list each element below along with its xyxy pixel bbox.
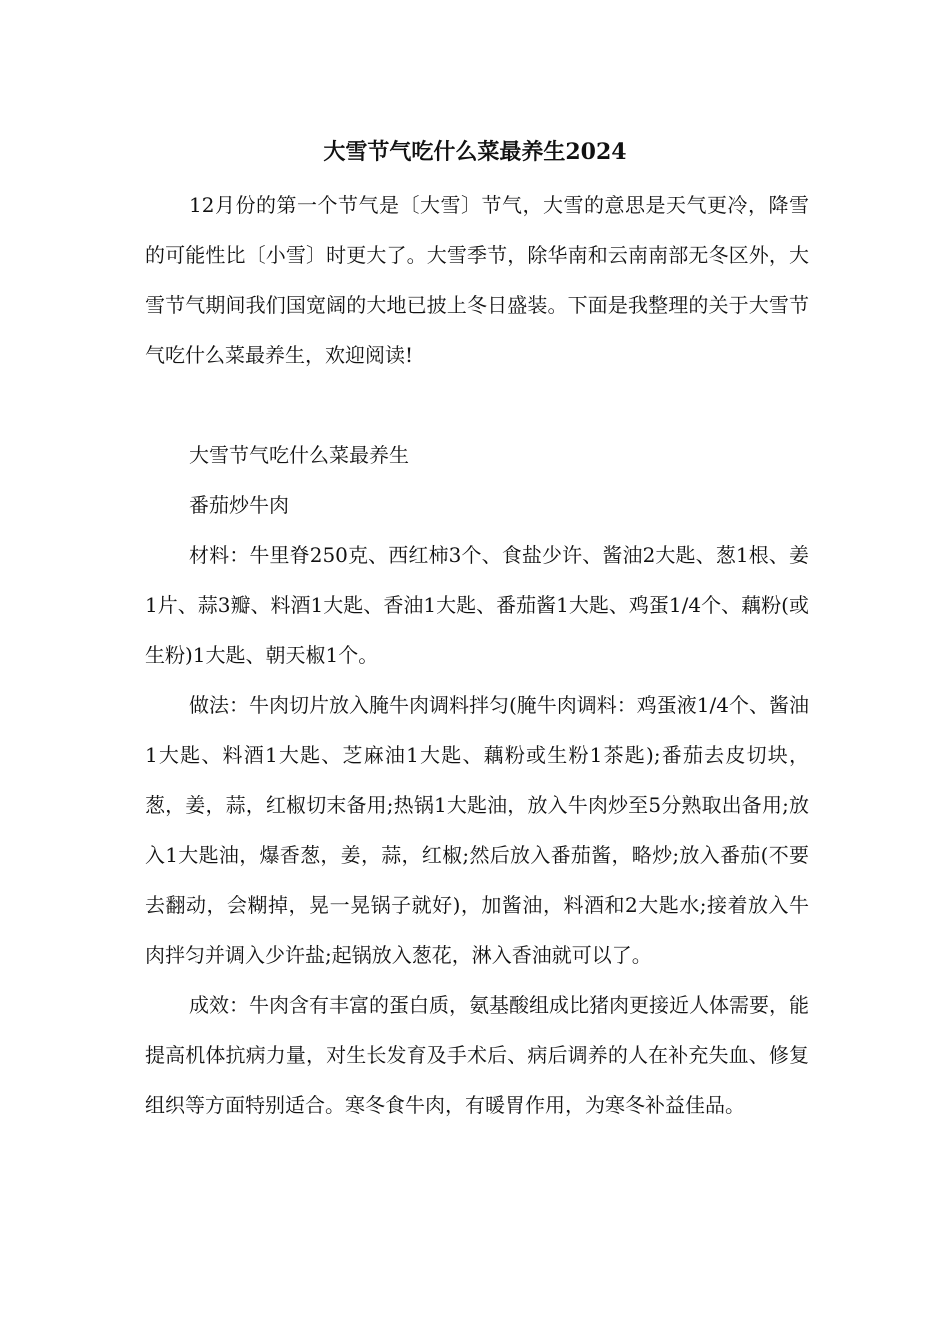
section-heading: 大雪节气吃什么菜最养生 [189,443,409,467]
document-title: 大雪节气吃什么菜最养生2024 [323,139,627,165]
document-body [145,180,809,1130]
intro-paragraph: 12月份的第一个节气是〔大雪〕节气，大雪的意思是天气更冷，降雪的可能性比〔小雪〕时更大了。大雪季节，除华南和云南南部无冬区外，大雪节气期间我们国宽阔的大地已披上冬日盛装。下面是我整理的关于大雪节气吃什么菜最养生，欢迎阅读! [145,193,809,367]
recipe-title: 番茄炒牛肉 [189,493,289,517]
recipe-method: 做法：牛肉切片放入腌牛肉调料拌匀(腌牛肉调料：鸡蛋液1/4个、酱油1大匙、料酒1大匙、芝麻油1大匙、藕粉或生粉1茶匙);番茄去皮切块，葱，姜，蒜，红椒切末备用;热锅1大匙油，放入牛肉炒至5分熟取出备用;放入1大匙油，爆香葱，姜，蒜，红椒;然后放入番茄酱，略炒;放入番茄(不要去翻动，会糊掉，晃一晃锅子就好)，加酱油，料酒和2大匙水;接着放入牛肉拌匀并调入少许盐;起锅放入葱花，淋入香油就可以了。 [145,693,809,967]
recipe-ingredients: 材料：牛里脊250克、西红柿3个、食盐少许、酱油2大匙、葱1根、姜1片、蒜3瓣、料酒1大匙、香油1大匙、番茄酱1大匙、鸡蛋1/4个、藕粉(或生粉)1大匙、朝天椒1个。 [145,543,809,667]
recipe-benefits: 成效：牛肉含有丰富的蛋白质，氨基酸组成比猪肉更接近人体需要，能提高机体抗病力量，对生长发育及手术后、病后调养的人在补充失血、修复组织等方面特别适合。寒冬食牛肉，有暖胃作用，为寒冬补益佳品。 [145,993,809,1117]
